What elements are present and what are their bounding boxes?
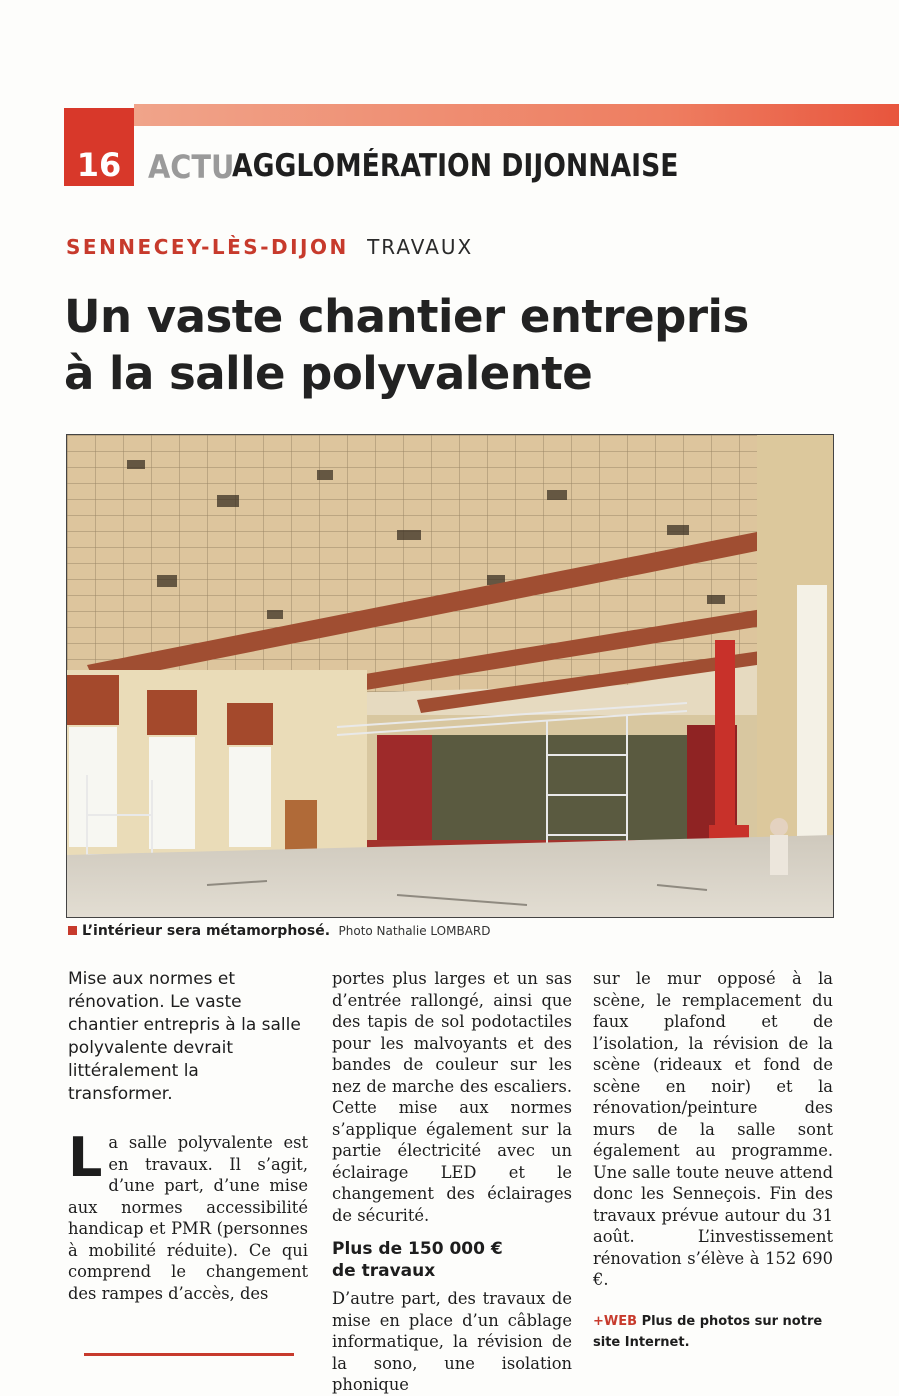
section-label: ACTU: [148, 148, 235, 186]
column-1: [68, 968, 308, 1304]
column-3: [593, 968, 833, 1353]
kicker-topic: TRAVAUX: [367, 235, 474, 259]
page-number: 16: [76, 146, 122, 184]
headline: [64, 288, 749, 402]
web-promo[interactable]: [593, 1311, 833, 1353]
kicker: [66, 235, 473, 259]
photo-credit: Photo Nathalie LOMBARD: [338, 924, 491, 938]
hall-interior-illustration: [67, 435, 833, 917]
bottom-rule: [84, 1353, 294, 1356]
column-2: [332, 968, 572, 1396]
web-promo-text: Plus de photos sur notre site Internet.: [593, 1313, 823, 1350]
section-title: AGGLOMÉRATION DIJONNAISE: [232, 148, 679, 184]
header-stripe: [134, 104, 899, 126]
paragraph-1-text: a salle polyvalente est en travaux. Il s’agit, d’une part, d’une mise aux normes accessibilité handicap et PMR (personnes à mobilité réduite). Ce qui comprend le changement des rampes d’accès, des: [68, 1133, 308, 1303]
web-tag: +WEB: [593, 1313, 638, 1329]
subheading-line2: de travaux: [332, 1261, 436, 1281]
drop-cap: L: [68, 1126, 103, 1189]
paragraph-2-continued: sur le mur opposé à la scène, le remplacement du faux plafond et de l’isolation, la révision de la scène (rideaux et fond de scène en noir) et la rénovation/peinture des murs de la salle sont également au programme. Une salle toute neuve attend donc les Senneçois. Fin des travaux prévue autour du 31 août. L’investissement rénovation s’élève à 152 690 €.: [593, 969, 833, 1289]
paragraph-1: [68, 1126, 308, 1304]
subheading: [332, 1238, 572, 1282]
photo-caption: [68, 923, 491, 939]
article-photo: [66, 434, 834, 918]
kicker-location: SENNECEY-LÈS-DIJON: [66, 235, 349, 259]
paragraph-2: D’autre part, des travaux de mise en place d’un câblage informatique, la révision de la sono, une isolation phonique: [332, 1289, 572, 1394]
caption-marker-icon: [68, 926, 77, 935]
paragraph-1-continued: portes plus larges et un sas d’entrée rallongé, ainsi que des tapis de sol podotactiles pour les malvoyants et des bandes de couleur sur les nez de marche des escaliers. Cette mise aux normes s’applique également sur la partie électricité avec un éclairage LED et le changement des éclairages de sécurité.: [332, 969, 572, 1225]
caption-text: L’intérieur sera métamorphosé.: [82, 923, 331, 939]
subheading-line1: Plus de 150 000 €: [332, 1239, 503, 1259]
headline-line1: Un vaste chantier entrepris: [64, 290, 749, 343]
standfirst: Mise aux normes et rénovation. Le vaste chantier entrepris à la salle polyvalente devrait littéralement la transformer.: [68, 969, 301, 1104]
headline-line2: à la salle polyvalente: [64, 347, 593, 400]
